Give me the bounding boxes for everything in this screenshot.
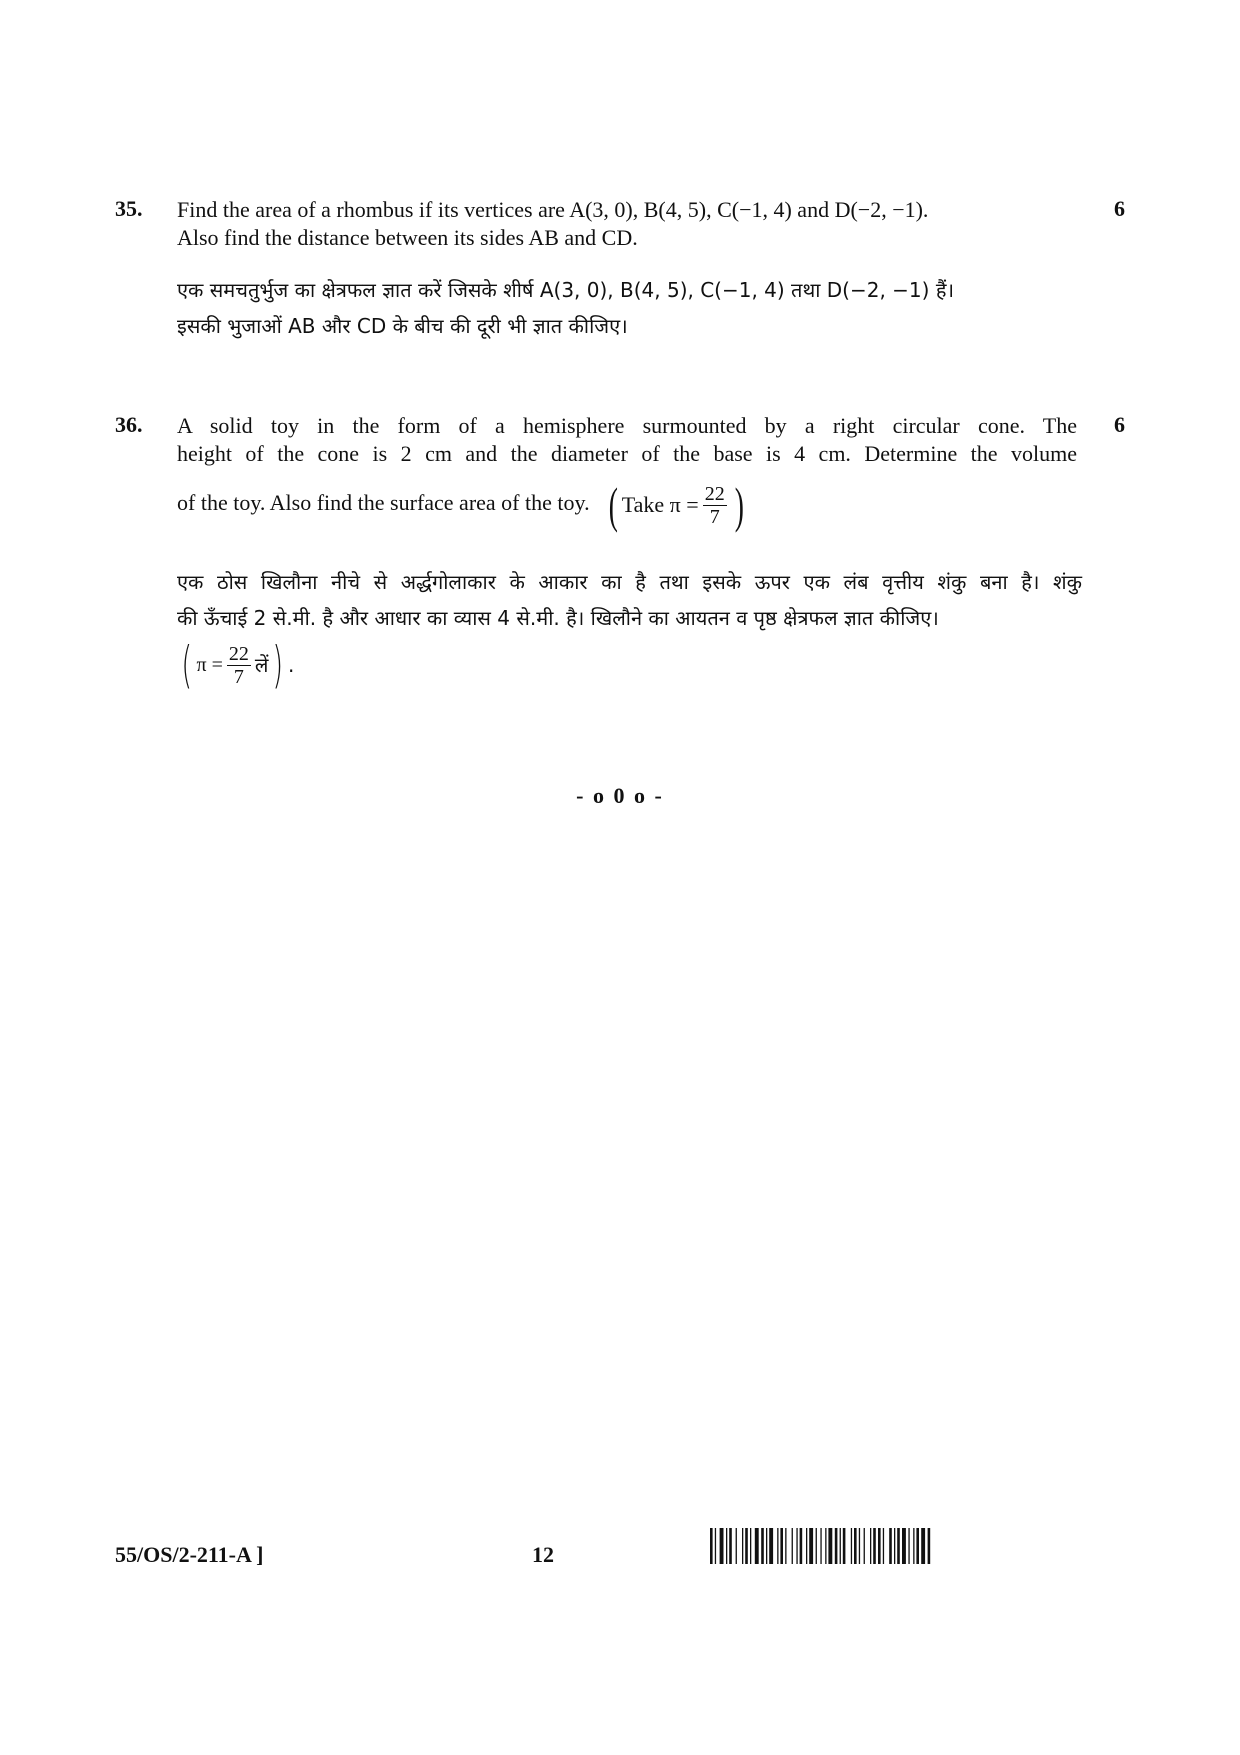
- end-of-paper-mark: - o 0 o -: [576, 783, 664, 808]
- question-text-hindi: [177, 272, 1082, 344]
- fraction-numerator: 22: [704, 482, 725, 505]
- right-paren: ): [734, 477, 744, 533]
- question-number: 35.: [115, 196, 143, 221]
- pi-formula-hindi: [177, 636, 295, 694]
- paper-code: 55/OS/2-211-A ]: [115, 1542, 264, 1567]
- fraction: [227, 643, 251, 688]
- hindi-line: एक ठोस खिलौना नीचे से अर्द्धगोलाकार के आकार का है तथा इसके ऊपर एक लंब वृत्तीय शंकु बना है। शंकु: [177, 570, 1082, 594]
- right-paren: ): [272, 636, 284, 694]
- fraction-denominator: 7: [233, 665, 244, 688]
- english-line: Find the area of a rhombus if its vertices are A(3, 0), B(4, 5), C(−1, 4) and D(−2, −1).: [177, 197, 929, 222]
- question-text-english: [177, 196, 1077, 252]
- question-marks: 6: [1114, 196, 1125, 221]
- question-marks: 6: [1114, 412, 1125, 437]
- hindi-line: की ऊँचाई 2 से.मी. है और आधार का व्यास 4 से.मी. है। खिलौने का आयतन व पृष्ठ क्षेत्रफल ज्ञात कीजिए।: [177, 606, 939, 630]
- fraction-numerator: 22: [228, 642, 249, 665]
- english-line: A solid toy in the form of a hemisphere surmounted by a right circular cone. The: [177, 413, 1077, 438]
- english-formula-line: [177, 477, 1077, 533]
- pi-formula: [605, 477, 747, 533]
- fraction-denominator: 7: [709, 505, 720, 528]
- question-number: 36.: [115, 412, 143, 437]
- barcode-icon: [710, 1528, 1010, 1564]
- fraction: [703, 483, 727, 528]
- question-text-hindi: [177, 564, 1082, 694]
- formula-end: .: [287, 653, 295, 677]
- page-number: 12: [532, 1542, 554, 1567]
- english-line: height of the cone is 2 cm and the diameter of the base is 4 cm. Determine the volume: [177, 441, 1077, 466]
- question-text-english: [177, 412, 1077, 533]
- english-line: of the toy. Also find the surface area of the toy.: [177, 490, 590, 516]
- formula-prefix: π =: [196, 654, 223, 676]
- hindi-formula-line: [177, 636, 1082, 694]
- english-line: Also find the distance between its sides AB and CD.: [177, 225, 638, 250]
- formula-prefix: Take π =: [621, 492, 699, 517]
- formula-suffix: लें: [254, 653, 269, 677]
- left-paren: (: [181, 636, 193, 694]
- left-paren: (: [608, 477, 618, 533]
- hindi-line: एक समचतुर्भुज का क्षेत्रफल ज्ञात करें जिसके शीर्ष A(3, 0), B(4, 5), C(−1, 4) तथा D(−2, −1) हैं।: [177, 278, 955, 302]
- hindi-line: इसकी भुजाओं AB और CD के बीच की दूरी भी ज्ञात कीजिए।: [177, 314, 628, 338]
